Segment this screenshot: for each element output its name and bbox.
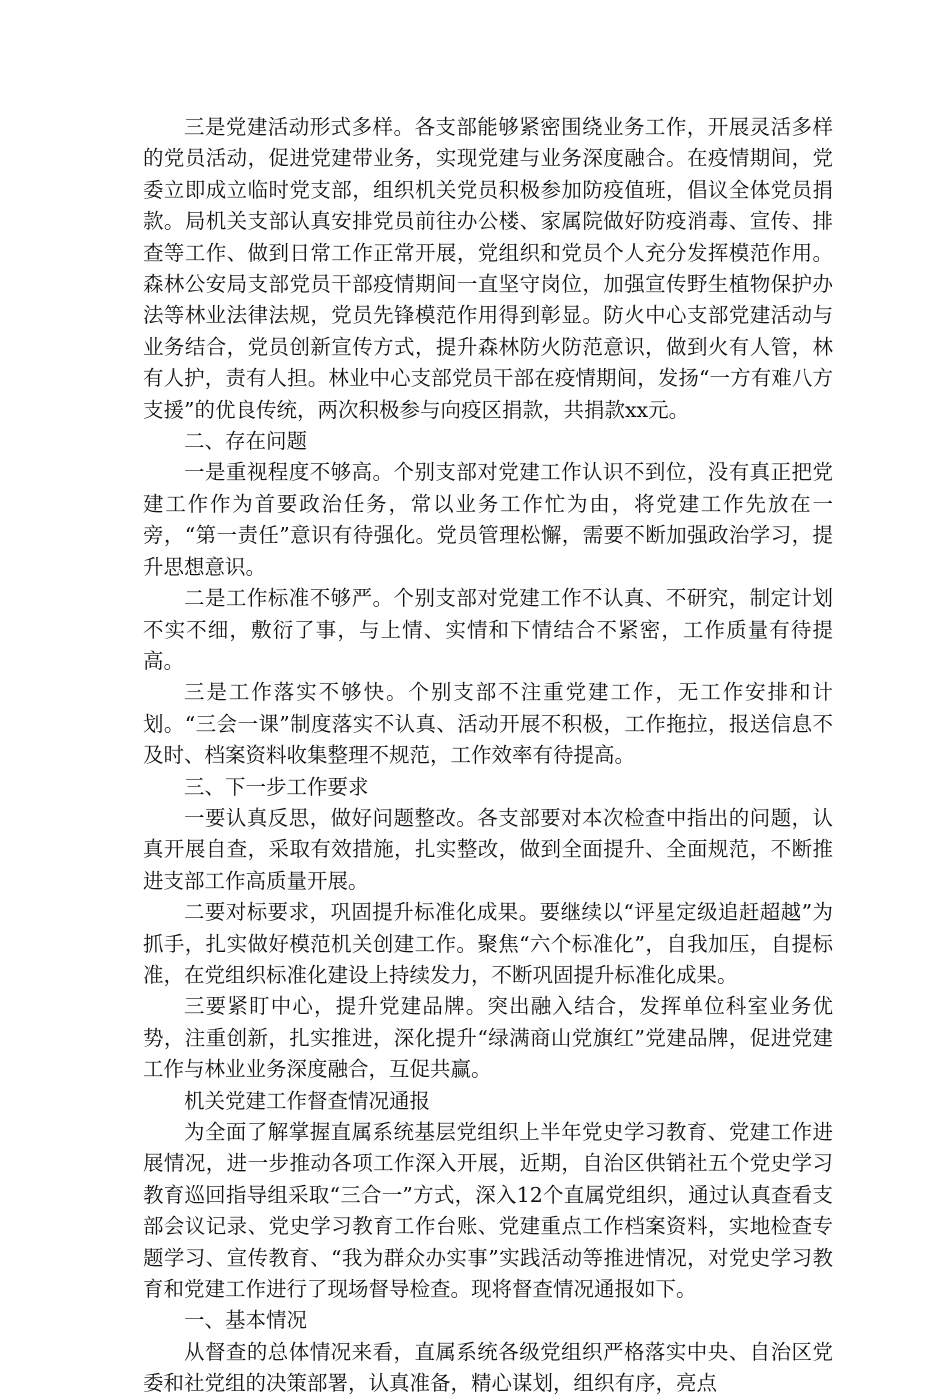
heading-basic-situation: 一、基本情况 [184,1308,307,1333]
para-basic-situation: 从督查的总体情况来看，直属系统各级党组织严格落实中央、自治区党委和社党组的决策部署，认真准备，精心谋划，组织有序，亮点 [143,1339,833,1396]
heading-report-title: 机关党建工作督查情况通报 [184,1088,430,1113]
para-problem-2: 二是工作标准不够严。个别支部对党建工作不认真、不研究，制定计划不实不细，敷衍了事，与上情、实情和下情结合不紧密，工作质量有待提高。 [143,586,833,673]
para-report-intro: 为全面了解掌握直属系统基层党组织上半年党史学习教育、党建工作进展情况，进一步推动各项工作深入开展，近期，自治区供销社五个党史学习教育巡回指导组采取“三合一”方式，深入12个直属党组织，通过认真查看支部会议记录、党史学习教育工作台账、党建重点工作档案资料，实地检查专题学习、宣传教育、“我为群众办实事”实践活动等推进情况，对党史学习教育和党建工作进行了现场督导检查。现将督查情况通报如下。 [143,1120,833,1302]
heading-next-steps: 三、下一步工作要求 [184,774,369,799]
para-requirement-1: 一要认真反思，做好问题整改。各支部要对本次检查中指出的问题，认真开展自查，采取有效措施，扎实整改，做到全面提升、全面规范，不断推进支部工作高质量开展。 [143,805,833,893]
para-problem-3: 三是工作落实不够快。个别支部不注重党建工作，无工作安排和计划。“三会一课”制度落实不认真、活动开展不积极，工作拖拉，报送信息不及时、档案资料收集整理不规范，工作效率有待提高。 [143,680,833,768]
para-problem-1: 一是重视程度不够高。个别支部对党建工作认识不到位，没有真正把党建工作作为首要政治任务，常以业务工作忙为由，将党建工作先放在一旁，“第一责任”意识有待强化。党员管理松懈，需要不断加强政治学习，提升思想意识。 [143,460,833,579]
heading-existing-problems: 二、存在问题 [184,429,307,454]
document-body [143,112,833,1400]
para-requirement-2: 二要对标要求，巩固提升标准化成果。要继续以“评星定级追赶超越”为抓手，扎实做好模范机关创建工作。聚焦“六个标准化”，自我加压，自提标准，在党组织标准化建设上持续发力，不断巩固提升标准化成果。 [143,900,833,987]
para-requirement-3: 三要紧盯中心，提升党建品牌。突出融入结合，发挥单位科室业务优势，注重创新，扎实推进，深化提升“绿满商山党旗红”党建品牌，促进党建工作与林业业务深度融合，互促共赢。 [143,994,833,1082]
para-party-activities: 三是党建活动形式多样。各支部能够紧密围绕业务工作，开展灵活多样的党员活动，促进党建带业务，实现党建与业务深度融合。在疫情期间，党委立即成立临时党支部，组织机关党员积极参加防疫值班，倡议全体党员捐款。局机关支部认真安排党员前往办公楼、家属院做好防疫消毒、宣传、排查等工作、做到日常工作正常开展，党组织和党员个人充分发挥模范作用。森林公安局支部党员干部疫情期间一直坚守岗位，加强宣传野生植物保护办法等林业法律法规，党员先锋模范作用得到彰显。防火中心支部党建活动与业务结合，党员创新宣传方式，提升森林防火防范意识，做到火有人管，林有人护，责有人担。林业中心支部党员干部在疫情期间，发扬“一方有难八方支援”的优良传统，两次积极参与向疫区捐款，共捐款xx元。 [143,115,833,422]
